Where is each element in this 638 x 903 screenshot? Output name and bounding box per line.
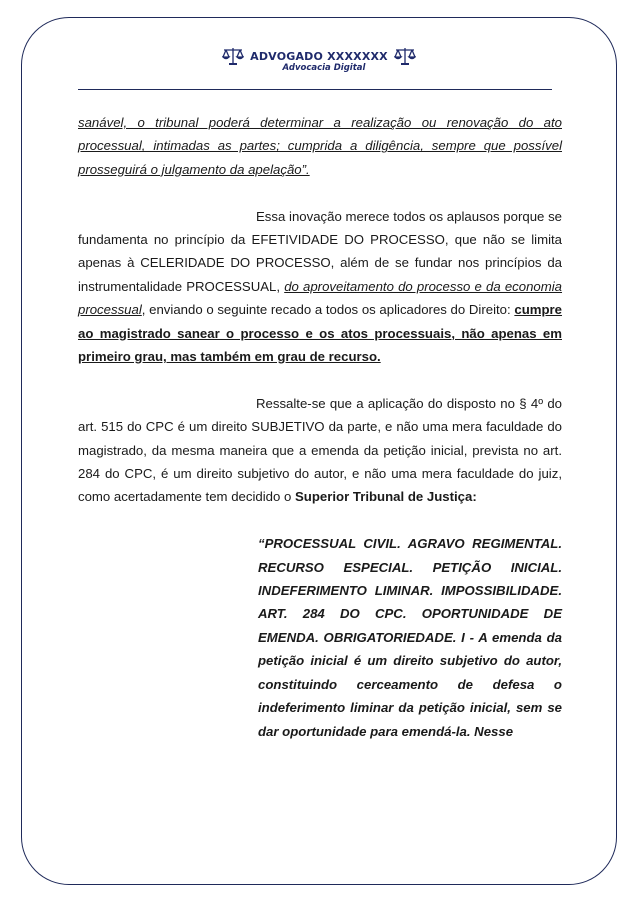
paragraph-2-emphasis: do aproveitamento do processo e da economia processual xyxy=(78,278,563,318)
paragraph-2-bold: cumpre ao magistrado sanear o processo e os atos processuais, não apenas em primeiro grau, mas também em grau de recurso. xyxy=(78,302,562,365)
letterhead xyxy=(0,46,638,73)
header-divider xyxy=(78,89,552,90)
paragraph-3-bold: Superior Tribunal de Justiça: xyxy=(294,489,477,505)
firm-subtitle: Advocacia Digital xyxy=(282,63,366,73)
paragraph-1: sanável, o tribunal poderá determinar a realização ou renovação do ato processual, intimadas as partes; cumprida a diligência, sempre que possível prosseguirá o julgamento da apelação”. xyxy=(78,115,562,177)
paragraph-3 xyxy=(78,392,562,509)
paragraph-2-text: Essa inovação merece todos os aplausos porque se fundamenta no princípio da EFETIVIDADE DO PROCESSO, que não se limita apenas à CELERIDADE DO PROCESSO, além de se fundar nos princípios da instrumentalidade PROCESSUAL, xyxy=(78,208,562,294)
firm-name: ADVOGADO XXXXXXX xyxy=(250,49,388,63)
paragraph-2 xyxy=(78,205,562,369)
scale-of-justice-icon xyxy=(394,46,416,66)
scale-of-justice-icon xyxy=(222,46,244,66)
case-law-quote: “PROCESSUAL CIVIL. AGRAVO REGIMENTAL. RECURSO ESPECIAL. PETIÇÃO INICIAL. INDEFERIMENTO LIMINAR. IMPOSSIBILIDADE. ART. 284 DO CPC. OPORTUNIDADE DE EMENDA. OBRIGATORIEDADE. I - A emenda da petição inicial é um direito subjetivo do autor, constituindo cerceamento de defesa o indeferimento liminar da petição inicial, sem se dar oportunidade para emendá-la. Nesse xyxy=(258,536,562,739)
paragraph-3-text: Ressalte-se que a aplicação do disposto no § 4º do art. 515 do CPC é um direito SUBJETIVO da parte, e não uma mera faculdade do magistrado, da mesma maneira que a emenda da petição inicial, prevista no art. 284 do CPC, é um direito subjetivo do autor, e não uma mera faculdade do juiz, como acertadamente tem decidido o xyxy=(78,395,562,505)
paragraph-2-text-2: , enviando o seguinte recado a todos os aplicadores do Direito: xyxy=(141,302,515,318)
document-body xyxy=(78,111,562,743)
